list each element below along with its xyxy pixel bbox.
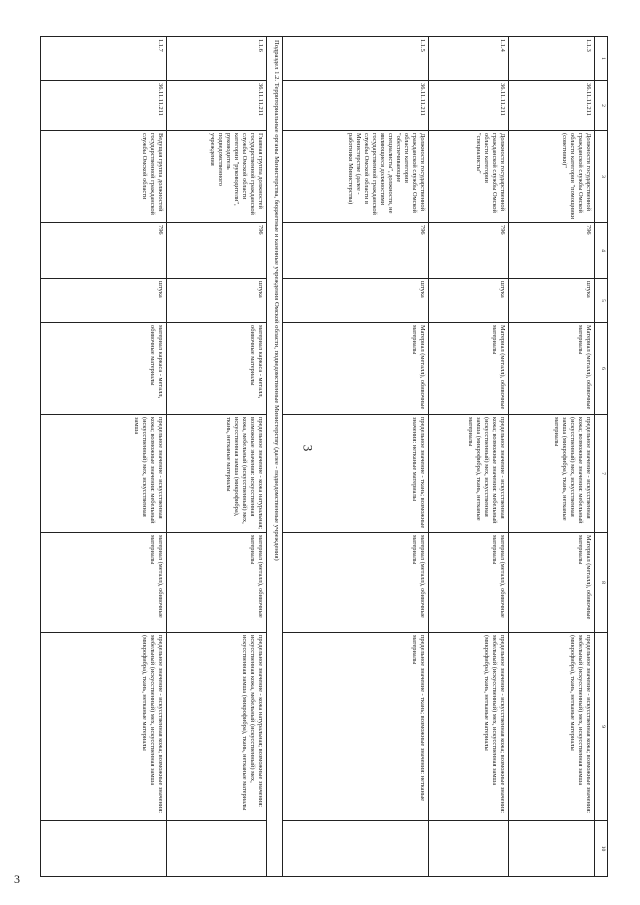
subsection-row [267, 37, 283, 877]
corner-mark: 3 [14, 872, 20, 886]
column-number: 6 [595, 323, 608, 415]
unit-name: штука [283, 279, 429, 323]
position-category: Ведущая группа должностей государственной гражданской службы Омской области [41, 131, 167, 223]
unit-name: штука [429, 279, 509, 323]
characteristic-approved: Материал (металл), обивочные материалы [509, 533, 595, 633]
characteristic: материал каркаса - металл, обивочные материалы [167, 323, 267, 415]
column-number: 8 [595, 533, 608, 633]
position-category: Должности государственной гражданской службы Омской области категории "специалисты" [429, 131, 509, 223]
characteristic-value-approved: предельное значение - искусственная кожа; возможные значения: мебельный (искусственный) мех, искусственная замша (микрофибра), ткань, нетканые материалы [509, 633, 595, 821]
column-number: 9 [595, 633, 608, 821]
unit-name: штука [509, 279, 595, 323]
justification [167, 821, 267, 877]
column-number-row [595, 37, 608, 877]
requirements-table [40, 36, 608, 877]
column-number: 5 [595, 279, 608, 323]
column-number: 4 [595, 223, 608, 279]
column-number: 7 [595, 415, 608, 533]
table-row [509, 37, 595, 877]
characteristic-value: предельное значение - искусственная кожа; возможные значения: мебельный (искусственный) мех, искусственная замша (микрофибра), ткань, нетканые материалы [509, 415, 595, 533]
okpd-code: 36.11.11.211 [167, 81, 267, 131]
position-category: Должности государственной гражданской службы Омской области категории "обеспечивающие специалисты", должности, не являющиеся должностями государственной гражданской службы Омской области в Министерстве (далее - работники Министерства) [283, 131, 429, 223]
position-category: Должности государственной гражданской службы Омской области категории "помощники (советники)" [509, 131, 595, 223]
characteristic-approved: материал (металл), обивочные материалы [429, 533, 509, 633]
table-row [429, 37, 509, 877]
okei-code: 796 [509, 223, 595, 279]
okpd-code: 36.11.11.211 [41, 81, 167, 131]
characteristic: Материал (металл), обивочные материалы [429, 323, 509, 415]
justification [509, 821, 595, 877]
column-number: 1 [595, 37, 608, 81]
unit-name: штука [41, 279, 167, 323]
characteristic: Материал (металл), обивочные материалы [509, 323, 595, 415]
characteristic-value-approved: предельное значение - искусственная кожа; возможные значения: мебельный (искусственный) мех, искусственная замша (микрофибра), ткань, нетканые материалы [429, 633, 509, 821]
page-number: 3 [300, 444, 316, 452]
position-category: Главная группа должностей государственной гражданской службы Омской области категории "руководители", руководитель подведомственного учреждения [167, 131, 267, 223]
justification [283, 821, 429, 877]
characteristic-value: предельное значение - кожа натуральная; возможные значения: искусственная кожа, мебельный (искусственный) мех, искусственная замша (микрофибра), ткань, нетканые материалы [167, 415, 267, 533]
column-number: 10 [595, 821, 608, 877]
column-number: 2 [595, 81, 608, 131]
okpd-code: 36.11.11.211 [509, 81, 595, 131]
characteristic-value: предельное значение - искусственная кожа; возможные значения: мебельный (искусственный) мех, искусственная замша [41, 415, 167, 533]
table-row [167, 37, 267, 877]
table-row [283, 37, 429, 877]
row-number: 1.1.6 [167, 37, 267, 81]
row-number: 1.1.7 [41, 37, 167, 81]
okei-code: 796 [283, 223, 429, 279]
column-number: 3 [595, 131, 608, 223]
subsection-title: Подраздел 1.2. Территориальные органы Министерства, бюджетные и казенные учреждения Омской области, подведомственные Министерству (далее - подведомственные учреждения) [267, 37, 283, 877]
characteristic-value: предельное значение - искусственная кожа; возможные значения: мебельный (искусственный) мех, искусственная замша (микрофибра), ткань, нетканые материалы [429, 415, 509, 533]
okpd-code: 36.11.11.211 [283, 81, 429, 131]
row-number: 1.1.4 [429, 37, 509, 81]
okpd-code: 36.11.11.211 [429, 81, 509, 131]
table-row [41, 37, 167, 877]
unit-name: штука [167, 279, 267, 323]
row-number: 1.1.3 [509, 37, 595, 81]
characteristic-value-approved: предельное значение - ткань; возможные значения: нетканые материалы [283, 633, 429, 821]
justification [429, 821, 509, 877]
characteristic-approved: материал (металл), обивочные материалы [167, 533, 267, 633]
justification [41, 821, 167, 877]
okei-code: 796 [429, 223, 509, 279]
row-number: 1.1.5 [283, 37, 429, 81]
characteristic-value-approved: предельное значение - искусственная кожа; возможные значения: мебельный (искусственный) мех, искусственная замша (микрофибра), ткань, нетканые материалы [41, 633, 167, 821]
requirements-table-sheet [40, 36, 608, 876]
characteristic-value: предельное значение - ткань; возможные значения: нетканые материалы [283, 415, 429, 533]
characteristic-approved: материал (металл), обивочные материалы [283, 533, 429, 633]
characteristic: материал каркаса - металл, обивочные материалы [41, 323, 167, 415]
okei-code: 796 [167, 223, 267, 279]
characteristic: Материал (металл), обивочные материалы [283, 323, 429, 415]
okei-code: 796 [41, 223, 167, 279]
characteristic-approved: материал (металл), обивочные материалы [41, 533, 167, 633]
characteristic-value-approved: предельное значение - кожа натуральная; возможные значения: искусственная кожа, мебельный (искусственный) мех, искусственная замша (микрофибра), ткань, нетканые материалы [167, 633, 267, 821]
